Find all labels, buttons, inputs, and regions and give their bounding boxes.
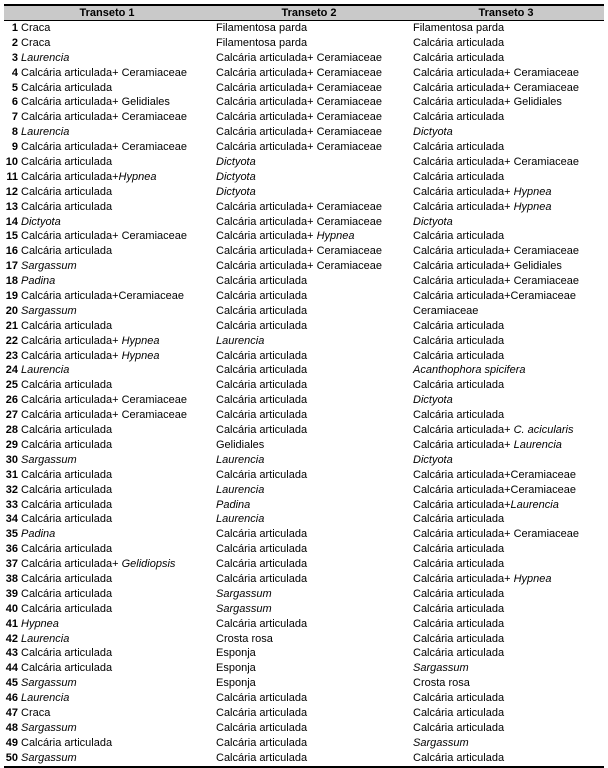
cell-transeto-3: Calcária articulada+ Ceramiaceae — [413, 528, 579, 541]
cell-transeto-3: Calcária articulada — [413, 379, 505, 392]
cell-transeto-2: Laurencia — [216, 483, 265, 496]
cell-transeto-2: Calcária articulada+ Ceramiaceae — [216, 215, 382, 228]
cell-transeto-1: Calcária articulada — [21, 513, 113, 526]
table-row — [4, 646, 604, 661]
cell-transeto-2: Crosta rosa — [216, 632, 273, 645]
table-row — [4, 170, 604, 185]
cell-transeto-2: Calcária articulada — [216, 409, 308, 422]
table-row — [4, 602, 604, 617]
table-row — [4, 36, 604, 51]
row-number: 41 — [5, 617, 18, 630]
cell-transeto-2: Calcária articulada — [216, 721, 308, 734]
table-row — [4, 527, 604, 542]
table-row — [4, 423, 604, 438]
cell-transeto-2: Dictyota — [216, 156, 256, 169]
row-number: 31 — [5, 468, 18, 481]
cell-transeto-1: Calcária articulada+ Ceramiaceae — [21, 230, 187, 243]
row-number: 40 — [5, 602, 18, 615]
cell-transeto-2: Calcária articulada+ Ceramiaceae — [216, 81, 382, 94]
cell-transeto-2: Gelidiales — [216, 438, 265, 451]
row-number: 1 — [11, 22, 18, 34]
cell-transeto-1: Hypnea — [21, 617, 59, 630]
table-row — [4, 498, 604, 513]
cell-transeto-3: Crosta rosa — [413, 677, 470, 690]
cell-transeto-3: Calcária articulada — [413, 319, 505, 332]
cell-transeto-1: Calcária articulada+ Ceramiaceae — [21, 66, 187, 79]
row-number: 5 — [11, 81, 18, 94]
cell-transeto-1: Craca — [21, 706, 51, 719]
row-number: 50 — [5, 751, 18, 764]
cell-transeto-1: Calcária articulada+ Hypnea — [21, 334, 160, 347]
cell-transeto-2: Filamentosa parda — [216, 36, 308, 49]
cell-transeto-1: Calcária articulada+ Hypnea — [21, 349, 160, 362]
cell-transeto-2: Calcária articulada — [216, 528, 308, 541]
header-transeto-1: Transeto 1 — [79, 7, 135, 19]
row-number: 16 — [5, 245, 18, 258]
cell-transeto-1: Calcária articulada — [21, 424, 113, 437]
cell-transeto-3: Calcária articulada+ Laurencia — [413, 438, 562, 451]
cell-transeto-2: Calcária articulada+ Ceramiaceae — [216, 200, 382, 213]
cell-transeto-3: Calcária articulada+Laurencia — [413, 498, 559, 511]
table-row — [4, 95, 604, 110]
table-row — [4, 274, 604, 289]
cell-transeto-1: Calcária articulada — [21, 245, 113, 258]
cell-transeto-3: Calcária articulada — [413, 230, 505, 243]
cell-transeto-2: Calcária articulada — [216, 692, 308, 705]
cell-transeto-1: Calcária articulada+ Gelidiales — [21, 96, 170, 109]
cell-transeto-3: Calcária articulada+ Gelidiales — [413, 260, 562, 273]
cell-transeto-1: Calcária articulada — [21, 543, 113, 556]
table-row — [4, 185, 604, 200]
cell-transeto-3: Calcária articulada+Ceramiaceae — [413, 468, 576, 481]
cell-transeto-1: Laurencia — [21, 632, 70, 645]
cell-transeto-3: Calcária articulada+ Ceramiaceae — [413, 66, 579, 79]
cell-transeto-2: Calcária articulada+ Ceramiaceae — [216, 141, 382, 154]
table-row — [4, 363, 604, 378]
cell-transeto-3: Calcária articulada — [413, 543, 505, 556]
table-row — [4, 393, 604, 408]
table-row — [4, 691, 604, 706]
cell-transeto-1: Calcária articulada+ Ceramiaceae — [21, 111, 187, 124]
row-number: 36 — [5, 543, 18, 556]
table-row — [4, 319, 604, 334]
cell-transeto-1: Calcária articulada — [21, 483, 113, 496]
cell-transeto-3: Sargassum — [413, 736, 469, 749]
header-transeto-2: Transeto 2 — [281, 7, 337, 19]
cell-transeto-3: Sargassum — [413, 662, 469, 675]
row-number: 20 — [5, 304, 18, 317]
cell-transeto-2: Calcária articulada — [216, 543, 308, 556]
row-number: 35 — [5, 528, 18, 541]
cell-transeto-3: Calcária articulada — [413, 602, 505, 615]
table-row — [4, 661, 604, 676]
row-number: 22 — [5, 334, 18, 347]
cell-transeto-1: Craca — [21, 36, 51, 49]
cell-transeto-2: Calcária articulada — [216, 751, 308, 764]
cell-transeto-1: Calcária articulada — [21, 647, 113, 660]
cell-transeto-2: Padina — [216, 498, 251, 511]
cell-transeto-3: Calcária articulada — [413, 170, 505, 183]
table-row — [4, 66, 604, 81]
table-row — [4, 334, 604, 349]
table-row — [4, 438, 604, 453]
transect-table — [4, 4, 604, 768]
header-transeto-3: Transeto 3 — [478, 7, 534, 19]
cell-transeto-2: Laurencia — [216, 334, 265, 347]
table-row — [4, 453, 604, 468]
cell-transeto-2: Calcária articulada+ Ceramiaceae — [216, 96, 382, 109]
table-row — [4, 736, 604, 751]
row-number: 4 — [11, 66, 18, 79]
cell-transeto-1: Calcária articulada+Hypnea — [21, 170, 157, 183]
row-number: 44 — [5, 662, 18, 675]
cell-transeto-3: Calcária articulada — [413, 409, 505, 422]
cell-transeto-1: Calcária articulada — [21, 498, 113, 511]
cell-transeto-2: Calcária articulada+ Ceramiaceae — [216, 111, 382, 124]
row-number: 14 — [5, 215, 18, 228]
cell-transeto-1: Calcária articulada — [21, 572, 113, 585]
table-row — [4, 632, 604, 647]
row-number: 34 — [5, 513, 18, 526]
cell-transeto-2: Esponja — [216, 677, 256, 690]
row-number: 24 — [5, 364, 18, 377]
cell-transeto-2: Calcária articulada+ Ceramiaceae — [216, 66, 382, 79]
row-number: 37 — [5, 558, 18, 571]
row-number: 43 — [5, 647, 18, 660]
cell-transeto-3: Dictyota — [413, 394, 453, 407]
cell-transeto-3: Dictyota — [413, 453, 453, 466]
cell-transeto-3: Calcária articulada — [413, 141, 505, 154]
cell-transeto-3: Calcária articulada+Ceramiaceae — [413, 483, 576, 496]
cell-transeto-3: Ceramiaceae — [413, 304, 479, 317]
cell-transeto-2: Calcária articulada+ Ceramiaceae — [216, 245, 382, 258]
cell-transeto-2: Calcária articulada — [216, 617, 308, 630]
cell-transeto-1: Calcária articulada — [21, 379, 113, 392]
cell-transeto-2: Filamentosa parda — [216, 22, 308, 34]
row-number: 19 — [5, 290, 18, 303]
cell-transeto-3: Calcária articulada+ C. acicularis — [413, 424, 574, 437]
cell-transeto-1: Dictyota — [21, 215, 61, 228]
cell-transeto-3: Dictyota — [413, 126, 453, 139]
table-row — [4, 572, 604, 587]
row-number: 33 — [5, 498, 18, 511]
cell-transeto-1: Sargassum — [21, 304, 77, 317]
cell-transeto-1: Calcária articulada — [21, 587, 113, 600]
cell-transeto-1: Sargassum — [21, 453, 77, 466]
cell-transeto-1: Calcária articulada — [21, 736, 113, 749]
table-row — [4, 378, 604, 393]
cell-transeto-3: Calcária articulada+ Hypnea — [413, 200, 552, 213]
cell-transeto-3: Calcária articulada — [413, 751, 505, 764]
table-row — [4, 408, 604, 423]
cell-transeto-2: Calcária articulada+ Ceramiaceae — [216, 260, 382, 273]
table-row — [4, 751, 604, 766]
cell-transeto-2: Calcária articulada — [216, 349, 308, 362]
cell-transeto-1: Laurencia — [21, 692, 70, 705]
cell-transeto-1: Laurencia — [21, 126, 70, 139]
row-number: 8 — [11, 126, 18, 139]
row-number: 28 — [5, 424, 18, 437]
table-row — [4, 21, 604, 36]
table-row — [4, 259, 604, 274]
cell-transeto-2: Calcária articulada — [216, 468, 308, 481]
cell-transeto-2: Calcária articulada — [216, 394, 308, 407]
cell-transeto-1: Craca — [21, 22, 51, 34]
cell-transeto-1: Padina — [21, 275, 56, 288]
table-row — [4, 51, 604, 66]
table-header — [4, 4, 604, 21]
cell-transeto-2: Calcária articulada — [216, 379, 308, 392]
cell-transeto-3: Calcária articulada+ Ceramiaceae — [413, 81, 579, 94]
row-number: 30 — [5, 453, 18, 466]
cell-transeto-1: Calcária articulada — [21, 319, 113, 332]
cell-transeto-1: Laurencia — [21, 51, 70, 64]
row-number: 15 — [5, 230, 18, 243]
row-number: 6 — [11, 96, 18, 109]
table-body — [4, 21, 604, 768]
cell-transeto-3: Acanthophora spicifera — [413, 364, 526, 377]
cell-transeto-3: Calcária articulada — [413, 647, 505, 660]
row-number: 13 — [5, 200, 18, 213]
cell-transeto-2: Esponja — [216, 647, 256, 660]
row-number: 26 — [5, 394, 18, 407]
cell-transeto-3: Calcária articulada — [413, 706, 505, 719]
cell-transeto-1: Sargassum — [21, 721, 77, 734]
cell-transeto-3: Calcária articulada — [413, 632, 505, 645]
row-number: 21 — [5, 319, 18, 332]
cell-transeto-3: Calcária articulada — [413, 587, 505, 600]
table-row — [4, 706, 604, 721]
cell-transeto-3: Calcária articulada+ Gelidiales — [413, 96, 562, 109]
table-row — [4, 676, 604, 691]
row-number: 48 — [5, 721, 18, 734]
table-row — [4, 200, 604, 215]
cell-transeto-3: Calcária articulada+ Hypnea — [413, 185, 552, 198]
row-number: 23 — [5, 349, 18, 362]
table-row — [4, 155, 604, 170]
row-number: 38 — [5, 572, 18, 585]
cell-transeto-1: Calcária articulada — [21, 438, 113, 451]
cell-transeto-2: Dictyota — [216, 185, 256, 198]
cell-transeto-3: Calcária articulada+ Ceramiaceae — [413, 156, 579, 169]
table-row — [4, 229, 604, 244]
cell-transeto-1: Calcária articulada+ Ceramiaceae — [21, 409, 187, 422]
cell-transeto-3: Calcária articulada — [413, 334, 505, 347]
row-number: 47 — [5, 706, 18, 719]
cell-transeto-1: Calcária articulada — [21, 602, 113, 615]
cell-transeto-1: Sargassum — [21, 260, 77, 273]
cell-transeto-2: Calcária articulada — [216, 736, 308, 749]
row-number: 3 — [11, 51, 18, 64]
row-number: 39 — [5, 587, 18, 600]
row-number: 49 — [5, 736, 18, 749]
cell-transeto-1: Calcária articulada — [21, 156, 113, 169]
row-number: 25 — [5, 379, 18, 392]
table-row — [4, 304, 604, 319]
table-row — [4, 215, 604, 230]
row-number: 9 — [11, 141, 18, 154]
row-number: 7 — [11, 111, 18, 124]
row-number: 29 — [5, 438, 18, 451]
table-row — [4, 468, 604, 483]
table-row — [4, 587, 604, 602]
row-number: 45 — [5, 677, 18, 690]
cell-transeto-1: Sargassum — [21, 677, 77, 690]
row-number: 2 — [11, 36, 18, 49]
cell-transeto-1: Calcária articulada+Ceramiaceae — [21, 290, 184, 303]
cell-transeto-3: Calcária articulada — [413, 513, 505, 526]
cell-transeto-2: Sargassum — [216, 602, 272, 615]
cell-transeto-3: Calcária articulada — [413, 721, 505, 734]
cell-transeto-3: Calcária articulada — [413, 617, 505, 630]
cell-transeto-3: Calcária articulada — [413, 558, 505, 571]
cell-transeto-3: Calcária articulada+ Hypnea — [413, 572, 552, 585]
cell-transeto-2: Calcária articulada — [216, 424, 308, 437]
row-number: 11 — [6, 170, 18, 183]
table-row — [4, 244, 604, 259]
cell-transeto-1: Padina — [21, 528, 56, 541]
row-number: 32 — [5, 483, 18, 496]
table-row — [4, 483, 604, 498]
table-row — [4, 125, 604, 140]
cell-transeto-1: Calcária articulada — [21, 468, 113, 481]
cell-transeto-2: Calcária articulada — [216, 275, 308, 288]
table-row — [4, 721, 604, 736]
cell-transeto-1: Calcária articulada+ Gelidiopsis — [21, 558, 176, 571]
cell-transeto-3: Calcária articulada — [413, 51, 505, 64]
table-row — [4, 81, 604, 96]
cell-transeto-3: Calcária articulada — [413, 692, 505, 705]
table-row — [4, 542, 604, 557]
row-number: 10 — [5, 156, 18, 169]
cell-transeto-1: Sargassum — [21, 751, 77, 764]
cell-transeto-2: Calcária articulada — [216, 319, 308, 332]
table-row — [4, 512, 604, 527]
cell-transeto-2: Calcária articulada — [216, 290, 308, 303]
row-number: 46 — [5, 692, 18, 705]
row-number: 27 — [5, 409, 18, 422]
cell-transeto-1: Calcária articulada — [21, 200, 113, 213]
table-row — [4, 557, 604, 572]
cell-transeto-2: Calcária articulada+ Hypnea — [216, 230, 355, 243]
cell-transeto-3: Calcária articulada+Ceramiaceae — [413, 290, 576, 303]
table-row — [4, 110, 604, 125]
cell-transeto-2: Dictyota — [216, 170, 256, 183]
row-number: 12 — [5, 185, 18, 198]
table-row — [4, 617, 604, 632]
row-number: 17 — [5, 260, 18, 273]
cell-transeto-3: Dictyota — [413, 215, 453, 228]
cell-transeto-3: Filamentosa parda — [413, 22, 505, 34]
cell-transeto-2: Calcária articulada+ Ceramiaceae — [216, 126, 382, 139]
cell-transeto-2: Calcária articulada — [216, 706, 308, 719]
cell-transeto-2: Calcária articulada — [216, 304, 308, 317]
cell-transeto-3: Calcária articulada — [413, 349, 505, 362]
table-row — [4, 349, 604, 364]
cell-transeto-2: Calcária articulada — [216, 572, 308, 585]
cell-transeto-3: Calcária articulada — [413, 36, 505, 49]
cell-transeto-1: Calcária articulada — [21, 185, 113, 198]
row-number: 18 — [5, 275, 18, 288]
cell-transeto-1: Calcária articulada+ Ceramiaceae — [21, 141, 187, 154]
table-row — [4, 289, 604, 304]
cell-transeto-2: Laurencia — [216, 513, 265, 526]
table-row — [4, 140, 604, 155]
cell-transeto-1: Calcária articulada+ Ceramiaceae — [21, 394, 187, 407]
cell-transeto-3: Calcária articulada+ Ceramiaceae — [413, 275, 579, 288]
cell-transeto-1: Calcária articulada — [21, 81, 113, 94]
cell-transeto-2: Esponja — [216, 662, 256, 675]
row-number: 42 — [5, 632, 18, 645]
cell-transeto-1: Calcária articulada — [21, 662, 113, 675]
cell-transeto-2: Calcária articulada — [216, 364, 308, 377]
cell-transeto-2: Laurencia — [216, 453, 265, 466]
cell-transeto-2: Calcária articulada+ Ceramiaceae — [216, 51, 382, 64]
cell-transeto-2: Calcária articulada — [216, 558, 308, 571]
cell-transeto-3: Calcária articulada+ Ceramiaceae — [413, 245, 579, 258]
cell-transeto-1: Laurencia — [21, 364, 70, 377]
cell-transeto-2: Sargassum — [216, 587, 272, 600]
cell-transeto-3: Calcária articulada — [413, 111, 505, 124]
